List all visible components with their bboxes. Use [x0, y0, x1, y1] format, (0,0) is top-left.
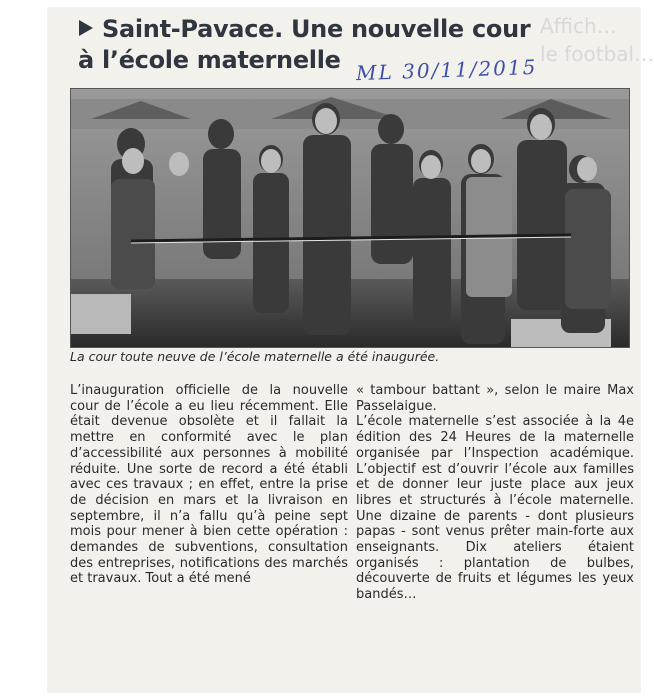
body-paragraph: « tambour battant », selon le maire Max Passelaigue. [356, 383, 634, 414]
handwritten-date-note: ML 30/11/2015 [355, 54, 538, 86]
bleed-through-text: Affich… [540, 14, 617, 38]
photo-caption: La cour toute neuve de l’école maternelle a été inaugurée. [70, 349, 440, 364]
bleed-through-text: le footbal… [540, 42, 654, 66]
article-photo [70, 88, 630, 348]
article-column-left [70, 383, 348, 587]
body-paragraph: L’école maternelle s’est associée à la 4e édition des 24 Heures de la maternelle organisée par l’Inspection académique. L’objectif est d’ouvrir l’école aux familles et de donner leur juste place aux jeux libres et structurés à l’école maternelle. Une dizaine de parents - dont plusieurs papas - sont venus prêter main-forte aux enseignants. Dix ateliers étaient organisés : plantation de bulbes, découverte de fruits et légumes les yeux bandés… [356, 414, 634, 603]
triangle-right-icon [78, 15, 94, 43]
body-paragraph: L’inauguration officielle de la nouvelle cour de l’école a eu lieu récemment. Elle était devenue obsolète et il fallait la mettre en conformité avec le plan d’accessibilité aux personnes à mobilité réduite. Une sorte de record a été établi avec ces travaux ; en effet, entre la prise de décision en mars et la livraison en septembre, il n’a fallu qu’à peine sept mois pour mener à bien cette opération : demandes de subventions, consultation des entreprises, notifications des marchés et travaux. Tout a été mené [70, 383, 348, 587]
article-column-right [356, 383, 634, 603]
article-title-line-2: à l’école maternelle [78, 46, 341, 74]
ribbon-cutting-photo [71, 89, 629, 347]
article-header [70, 10, 654, 90]
article-title-line-1: Saint-Pavace. Une nouvelle cour [78, 15, 530, 43]
